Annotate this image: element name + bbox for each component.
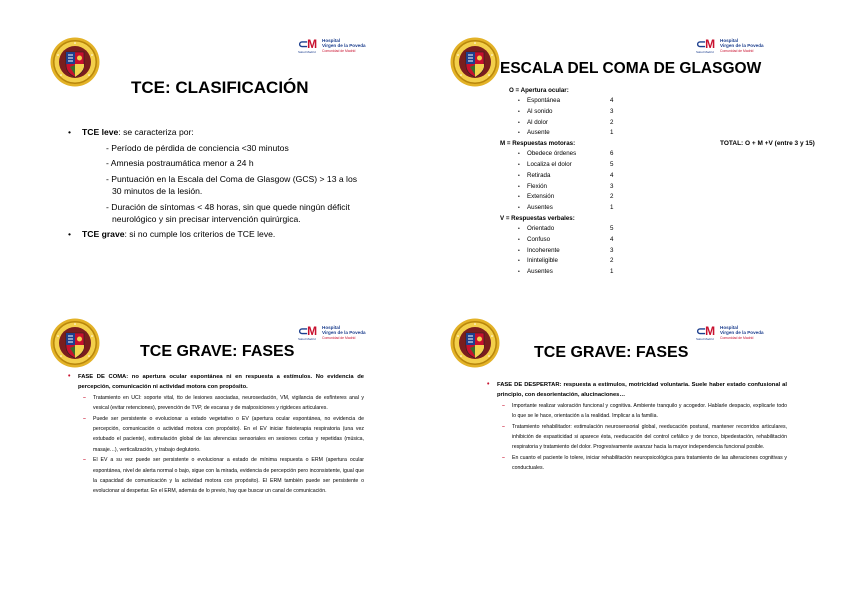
phase-subitem: – En cuanto el paciente lo tolere, iniciar rehabilitación neuropsicológica para tratamiento de las alteraciones cognitivas y conductuales. (487, 453, 787, 474)
university-seal-logo (450, 318, 500, 368)
university-seal-logo (50, 318, 100, 368)
gcs-row-label: Ausente (527, 129, 550, 137)
gcs-row-label: Orientado (527, 224, 555, 232)
gcs-row-value: 4 (610, 97, 614, 104)
slide-body (68, 372, 364, 497)
phase-subitem: – Puede ser persistente o evolucionar a estado vegetativo o EV (apertura ocular espontánea, no evidencia de percepción, comunicación o actividad motora con propósito). En el EV iniciar fisioterapia respiratoria (una vez extubado el paciente), estimulación global de las aferencias sensoriales en sesiones cortas y repetidas (música, masaje…), verticalización, y trabajo deglutorio. (68, 414, 364, 455)
slide-title: TCE GRAVE: FASES (140, 343, 295, 360)
madrid-m-icon: ⊂M (696, 324, 715, 338)
gcs-row-value: 2 (610, 257, 614, 265)
bullet-tce-leve (68, 126, 408, 139)
hospital-logo-sub: Comunidad de Madrid (720, 336, 754, 340)
slide-title: TCE: CLASIFICACIÓN (131, 78, 309, 97)
hospital-logo-sub: Comunidad de Madrid (720, 49, 754, 53)
leve-item: - Puntuación en la Escala del Coma de Glasgow (GCS) > 13 a los 30 minutos de la lesión. (106, 173, 358, 196)
gcs-row-label: Espontánea (527, 97, 561, 104)
gcs-row-label: Ininteligible (527, 257, 558, 265)
gcs-row-label: Obedece órdenes (527, 150, 577, 158)
phase-subitem: – Tratamiento rehabilitador: estimulación neurosensorial global, reeducación postural, mantener recorridos articulares, inhibición de espasticidad si aparece ésta, reeducación del control cefálico y de tronco, bipedestación, rehabilitación respiratoria y tratamiento del dolor. Progresivamente avanzar hacia la mayor independencia funcional posible. (487, 422, 787, 453)
gcs-row-value: 6 (610, 150, 614, 158)
hospital-logo-name: Hospital Virgen de la Poveda (720, 325, 764, 335)
slide-glasgow (424, 0, 848, 299)
tce-leve-text: : se caracteriza por: (118, 127, 194, 137)
phase-subitem: – El EV a su vez puede ser persistente o evolucionar a estado de mínima respuesta o ERM (apertura ocular espontánea, nivel de alerta normal o bajo, sigue con la mirada, evidencia de percepción pero inconsistente, igual que la capacidad de comunicación y la actividad motora con propósito). El ERM también puede ser persistente o evolucionar al despertar. En el ERM, además de lo previo, hay que buscar un canal de comunicación. (68, 455, 364, 496)
salud-madrid-text: Salud Madrid (696, 337, 714, 341)
gcs-row-value: 2 (610, 118, 614, 126)
hospital-logo-name: Hospital Virgen de la Poveda (322, 38, 366, 48)
gcs-row-label: Localiza el dolor (527, 160, 572, 168)
salud-madrid-text: Salud Madrid (696, 50, 714, 54)
hospital-logo-name: Hospital Virgen de la Poveda (720, 38, 764, 48)
gcs-row-value: 3 (610, 107, 614, 115)
tce-leve-label: TCE leve (82, 127, 119, 137)
gcs-row-value: 4 (610, 171, 614, 179)
gcs-row-value: 1 (610, 129, 614, 137)
madrid-m-icon: ⊂M (298, 324, 317, 338)
phase-bullet: • FASE DE DESPERTAR: respuesta a estímulos, motricidad voluntaria. Suele haber estado confusional al principio, con desorientación, alucinaciones… (487, 380, 787, 400)
hospital-logo (696, 324, 768, 342)
gcs-row-value: 3 (610, 182, 614, 190)
salud-madrid-text: Salud Madrid (298, 50, 316, 54)
gcs-row (500, 118, 840, 129)
gcs-total: TOTAL: O + M +V (entre 3 y 15) (720, 140, 815, 148)
slide-fase-despertar (424, 300, 848, 599)
phase-subitem: – Importante realizar valoración funcional y cognitiva. Ambiente tranquilo y acogedor. Hablarle despacio, explicarle todo lo que se le hace, orientación a la realidad. Implicar a la familia. (487, 401, 787, 422)
gcs-row (500, 149, 840, 160)
madrid-m-icon: ⊂M (298, 37, 317, 51)
gcs-row (500, 203, 840, 214)
university-seal-logo (50, 37, 100, 87)
gcs-row-label: Incoherente (527, 246, 560, 254)
gcs-row (500, 246, 840, 257)
gcs-row-label: Al sonido (527, 107, 553, 115)
gcs-row-label: Confuso (527, 235, 551, 243)
gcs-row (500, 267, 840, 278)
gcs-row (500, 160, 840, 171)
gcs-row-value: 2 (610, 193, 614, 201)
slide-body (487, 380, 787, 474)
gcs-row-value: 5 (610, 224, 614, 232)
slide-body (68, 126, 408, 240)
madrid-m-icon: ⊂M (696, 37, 715, 51)
hospital-logo-sub: Comunidad de Madrid (322, 336, 356, 340)
leve-item: - Período de pérdida de conciencia <30 minutos (106, 142, 289, 153)
gcs-row-value: 4 (610, 235, 614, 243)
gcs-row (500, 256, 840, 267)
hospital-logo-name: Hospital Virgen de la Poveda (322, 325, 366, 335)
slide-clasificacion (0, 0, 424, 299)
bullet-tce-grave (68, 228, 408, 241)
leve-item: - Duración de síntomas < 48 horas, sin que quede ningún déficit neurológico y sin precisar intervención quirúrgica. (106, 201, 350, 224)
gcs-row-label: Retirada (527, 171, 551, 179)
gcs-row (500, 182, 840, 193)
gcs-row-value: 5 (610, 160, 614, 168)
gcs-row (500, 235, 840, 246)
gcs-row-label: Extensión (527, 193, 555, 201)
glasgow-scale (500, 86, 840, 278)
gcs-row-label: Al dolor (527, 118, 548, 126)
leve-item: - Amnesia postraumática menor a 24 h (106, 158, 254, 168)
phase-subitem: – Tratamiento en UCI: soporte vital, tto de lesiones asociadas, neurosedación, VM, vigilancia de esfínteres anal y vesical (evitar retenciones), prevención de TVP, de escaras y de malposiciones y rigideces articulares. (68, 393, 364, 414)
gcs-row (500, 107, 840, 118)
gcs-section-header-motor (500, 139, 840, 149)
hospital-logo (298, 37, 370, 55)
gcs-section-header: V = Respuestas verbales: (500, 214, 575, 222)
phase-bullet: • FASE DE COMA: no apertura ocular espontánea ni en respuesta a estímulos. No evidencia de percepción, comunicación ni actividad motora con propósito. (68, 372, 364, 392)
hospital-logo (696, 37, 768, 55)
tce-grave-text: : si no cumple los criterios de TCE leve. (124, 228, 276, 239)
university-seal-logo (450, 37, 500, 87)
gcs-row (500, 192, 840, 203)
gcs-row-label: Ausentes (527, 268, 553, 276)
gcs-row (500, 224, 840, 235)
gcs-row-value: 1 (610, 268, 614, 276)
gcs-section-header: M = Respuestas motoras: (500, 140, 576, 148)
gcs-row-value: 3 (610, 246, 614, 254)
gcs-row (500, 128, 840, 139)
gcs-row-label: Flexión (527, 182, 547, 190)
salud-madrid-text: Salud Madrid (298, 337, 316, 341)
slide-title: ESCALA DEL COMA DE GLASGOW (500, 60, 762, 77)
gcs-section-header: O = Apertura ocular: (509, 87, 569, 94)
gcs-row (500, 171, 840, 182)
slide-title: TCE GRAVE: FASES (534, 344, 689, 361)
gcs-row-value: 1 (610, 204, 614, 212)
tce-grave-label: TCE grave (82, 228, 125, 239)
hospital-logo-sub: Comunidad de Madrid (322, 49, 356, 53)
gcs-row (500, 96, 840, 107)
slide-fase-coma (0, 300, 424, 599)
gcs-row-label: Ausentes (527, 204, 553, 212)
hospital-logo (298, 324, 370, 342)
